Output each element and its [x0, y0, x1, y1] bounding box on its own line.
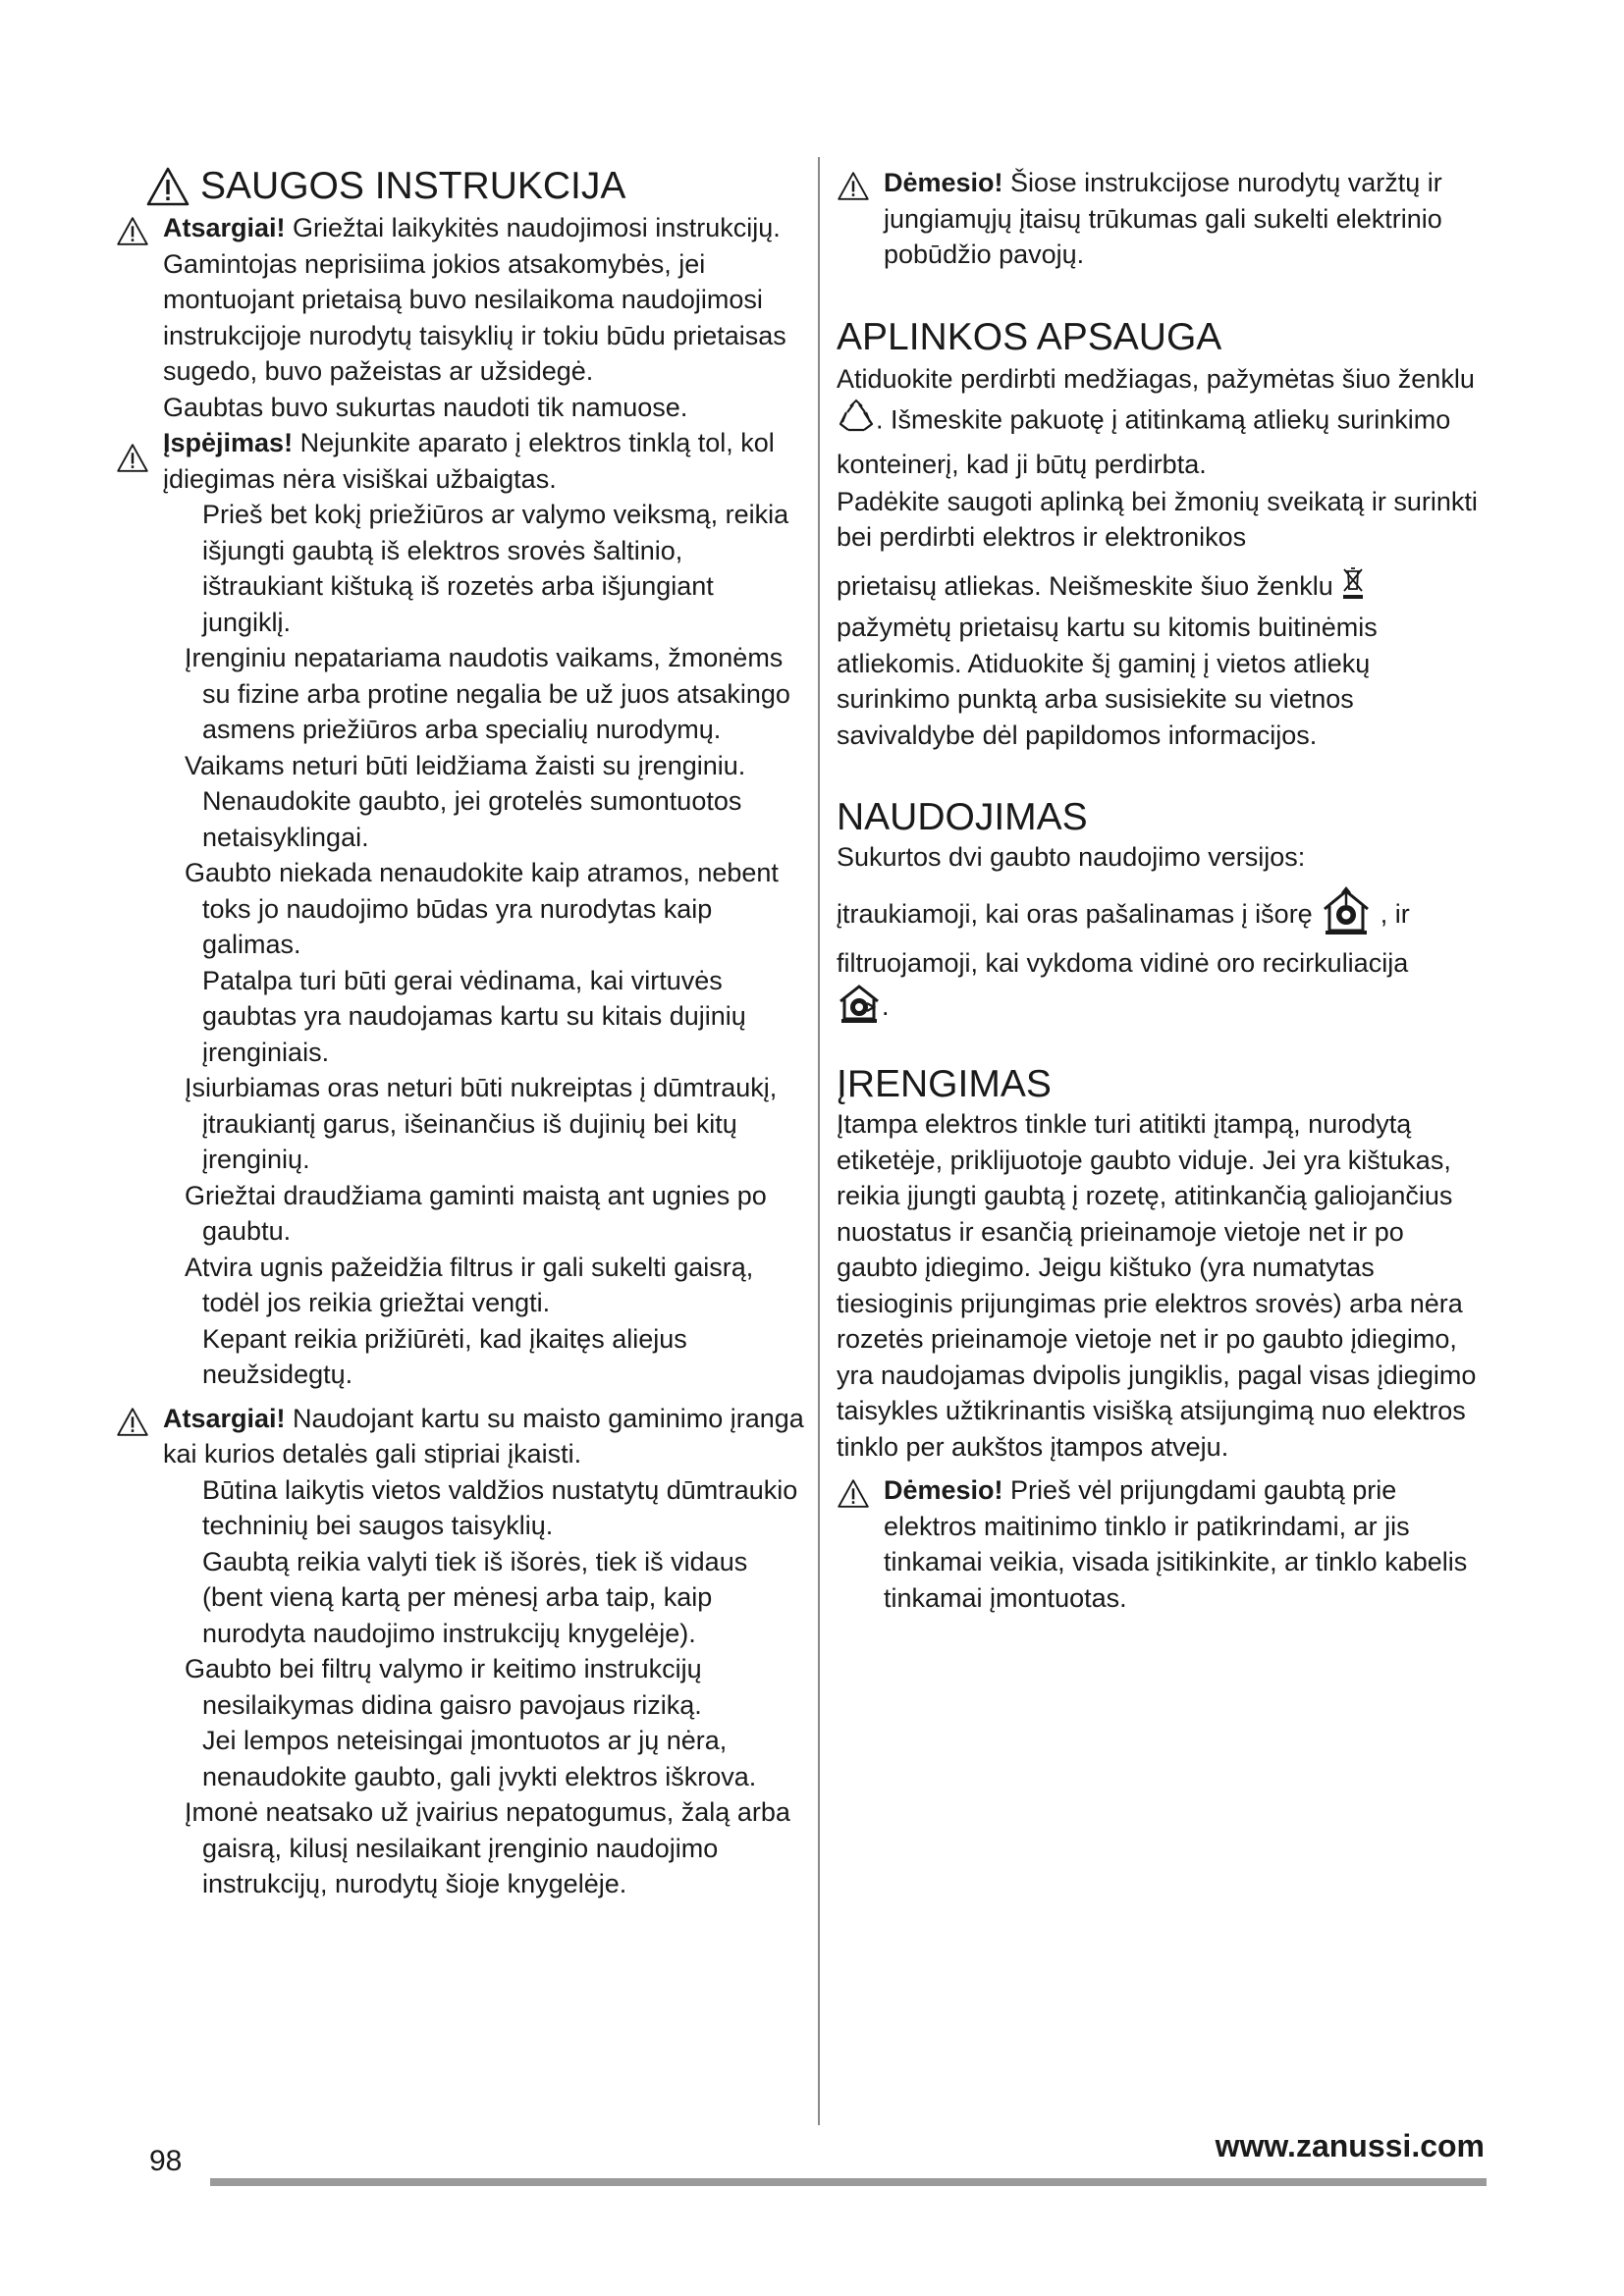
- warning-label: Įspėjimas!: [163, 428, 294, 457]
- usage-title: NAUDOJIMAS: [837, 796, 1088, 838]
- warning-text: Nejunkite aparato į elektros tinklą tol, kol įdiegimas nėra visiškai užbaigtas.: [163, 428, 775, 494]
- usage-text: įtraukiamoji, kai oras pašalinamas į išorę: [837, 898, 1321, 929]
- column-divider: [818, 157, 820, 2125]
- caution-block-2: [116, 1401, 805, 1472]
- safety-paragraph: Būtina laikytis vietos valdžios nustatytų dūmtraukio techninių bei saugos taisyklių.: [202, 1474, 798, 1540]
- page-number: 98: [149, 2145, 183, 2177]
- safety-paragraph: Patalpa turi būti gerai vėdinama, kai virtuvės gaubtas yra naudojamas kartu su kitais dujinių įrenginiais.: [202, 965, 746, 1067]
- safety-paragraph: Prieš bet kokį priežiūros ar valymo veiksmą, reikia išjungti gaubtą iš elektros srovės šaltinio, ištraukiant kištuką iš rozetės arba išjungiant jungiklį.: [202, 500, 789, 637]
- recycle-icon: [837, 399, 876, 445]
- safety-paragraph: Gaubtą reikia valyti tiek iš išorės, tiek iš vidaus (bent vieną kartą per mėnesį arba taip, kaip nurodyta naudojimo instrukcijų knygelėje).: [202, 1546, 748, 1648]
- usage-versions: [837, 885, 1485, 1035]
- safety-paragraph: Gaubto bei filtrų valymo ir keitimo instrukcijų nesilaikymas didina gaisro pavojaus riziką.: [185, 1654, 702, 1720]
- warning-triangle-icon: [116, 1407, 149, 1437]
- usage-text: .: [882, 990, 890, 1021]
- website-link[interactable]: www.zanussi.com: [1215, 2128, 1485, 2163]
- caution-text: Naudojant kartu su maisto gaminimo įranga kai kurios detalės gali stipriai įkaisti.: [163, 1403, 804, 1468]
- safety-paragraph: Įmonė neatsako už įvairius nepatogumus, žalą arba gaisrą, kilusį nesilaikant įrenginio naudojimo instrukcijų, nurodytų šioje knygelėje.: [185, 1797, 790, 1898]
- left-column: [145, 165, 805, 1902]
- recirculation-mode-icon: [837, 982, 882, 1035]
- usage-text: , ir filtruojamoji, kai vykdoma vidinė oro recirkuliacija: [837, 898, 1410, 978]
- attention-block-1: [837, 165, 1485, 273]
- safety-paragraph: Kepant reikia prižiūrėti, kad įkaitęs aliejus neužsidegtų.: [202, 1323, 687, 1389]
- attention-label: Dėmesio!: [884, 1475, 1003, 1505]
- environment-paragraph-1: [837, 359, 1485, 484]
- safety-paragraph: Įsiurbiamas oras neturi būti nukreiptas į dūmtraukį, įtraukiantį garus, išeinančius iš dujinių bei kitų įrenginių.: [185, 1073, 778, 1174]
- installation-paragraph: Įtampa elektros tinkle turi atitikti įtampą, nurodytą etiketėje, priklijuotoje gaubto viduje. Jei yra kištukas, reikia įjungti gaubtą į rozetę, atitinkančią galiojančius nuostatus ir esančią prieinamoje vietoje net ir po gaubto įdiegimo. Jeigu kištuko (yra numatytas tiesioginis prijungimas prie elektros srovės) arba nėra rozetės prieinamoje vietoje net ir po gaubto įdiegimo, yra naudojamas dvipolis jungiklis, pagal visas įdiegimo taisykles užtikrinantis visišką atsijungimą nuo elektros tinklo per aukštos įtampos atveju.: [837, 1109, 1477, 1462]
- warning-triangle-icon: [116, 443, 149, 473]
- caution-text: Griežtai laikykitės naudojimosi instrukcijų. Gamintojas neprisiima jokios atsakomybės, jei montuojant prietaisą buvo nesilaikoma naudojimosi instrukcijoje nurodytų taisyklių ir tokiu būdu prietaisas sugedo, buvo pažeistas ar užsidegė.: [163, 213, 786, 386]
- safety-paragraph: Jei lempos neteisingai įmontuotos ar jų nėra, nenaudokite gaubto, gali įvykti elektros iškrova.: [202, 1726, 757, 1791]
- footer-rule: [210, 2178, 1487, 2186]
- safety-paragraph: Griežtai draudžiama gaminti maistą ant ugnies po gaubtu.: [185, 1180, 767, 1246]
- caution-block-1: [116, 210, 805, 425]
- warning-triangle-icon: [837, 1478, 870, 1509]
- crossed-bin-icon: [1340, 565, 1366, 611]
- caution-label: Atsargiai!: [163, 1403, 286, 1433]
- environment-paragraph-3: [837, 565, 1485, 754]
- safety-paragraph: Įrenginiu nepatariama naudotis vaikams, žmonėms su fizine arba protine negalia be už juos atsakingo asmens priežiūros arba specialių nurodymų.: [185, 643, 790, 744]
- safety-paragraph: Vaikams neturi būti leidžiama žaisti su įrenginiu. Nenaudokite gaubto, jei grotelės sumontuotos netaisyklingai.: [185, 750, 746, 852]
- usage-note: Gaubtas buvo sukurtas naudoti tik namuose.: [163, 392, 688, 422]
- caution-label: Atsargiai!: [163, 213, 286, 242]
- warning-block: [116, 425, 805, 497]
- usage-intro: Sukurtos dvi gaubto naudojimo versijos:: [837, 842, 1306, 872]
- attention-text: Šiose instrukcijose nurodytų varžtų ir jungiamųjų įtaisų trūkumas gali sukelti elektrinio pobūdžio pavojų.: [884, 168, 1442, 269]
- safety-title-text: SAUGOS INSTRUKCIJA: [200, 165, 626, 207]
- right-column: [837, 165, 1485, 1616]
- safety-paragraph: Atvira ugnis pažeidžia filtrus ir gali sukelti gaisrą, todėl jos reikia griežtai vengti.: [185, 1252, 754, 1317]
- env-text: . Išmeskite pakuotę į atitinkamą atliekų surinkimo konteinerį, kad ji būtų perdirbta.: [837, 404, 1451, 479]
- extraction-mode-icon: [1320, 885, 1373, 946]
- warning-triangle-icon: [837, 171, 870, 201]
- env-text: prietaisų atliekas. Neišmeskite šiuo ženklu: [837, 570, 1341, 601]
- installation-title: ĮRENGIMAS: [837, 1063, 1052, 1105]
- attention-block-2: [837, 1472, 1485, 1616]
- safety-paragraph: Gaubto niekada nenaudokite kaip atramos, nebent toks jo naudojimo būdas yra nurodytas kaip galimas.: [185, 858, 779, 959]
- env-text: pažymėtų prietaisų kartu su kitomis buitinėmis atliekomis. Atiduokite šį gaminį į vietos atliekų surinkimo punktą arba susisiekite su vietnos savivaldybe dėl papildomos informacijos.: [837, 613, 1378, 750]
- attention-text: Prieš vėl prijungdami gaubtą prie elektros maitinimo tinklo ir patikrindami, ar jis tinkamai veikia, visada įsitikinkite, ar tinklo kabelis tinkamai įmontuotas.: [884, 1475, 1468, 1613]
- environment-paragraph-2: Padėkite saugoti aplinką bei žmonių sveikatą ir surinkti bei perdirbti elektros ir elektronikos: [837, 486, 1478, 552]
- environment-title: APLINKOS APSAUGA: [837, 315, 1222, 358]
- warning-triangle-icon: [116, 216, 149, 246]
- attention-label: Dėmesio!: [884, 168, 1003, 197]
- safety-title: [145, 165, 805, 208]
- warning-triangle-icon: [145, 166, 190, 207]
- env-text: Atiduokite perdirbti medžiagas, pažymėtas šiuo ženklu: [837, 363, 1475, 394]
